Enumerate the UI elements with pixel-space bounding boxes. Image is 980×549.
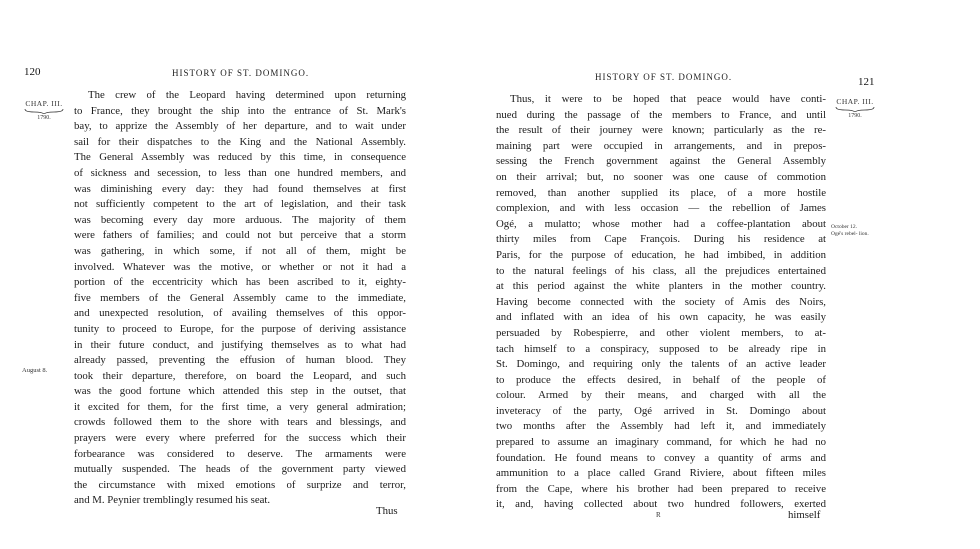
right-margin-chapter	[831, 98, 879, 120]
text-line: tunity to proceed to Europe, for the purpose of deriving assistance	[74, 322, 406, 335]
text-line: St. Domingo, and requiring only the talents of an active leader	[496, 358, 826, 371]
right-running-head: HISTORY OF ST. DOMINGO.	[595, 72, 733, 82]
left-body-text	[74, 88, 406, 509]
right-body-text	[496, 92, 826, 513]
text-line: and unexpected resolution, of availing themselves of this oppor-	[74, 307, 406, 320]
text-line: Paris, for the purpose of education, he had imbibed, in addition	[496, 248, 826, 261]
margin-note-text: Ogé's rebel- lion.	[831, 231, 869, 237]
text-line: from the Cape, where his brother had been prepared to receive	[496, 482, 826, 495]
text-line: crowds followed them to the shore with tears and blessings, and	[74, 416, 406, 429]
text-line: Ogé, a mulatto; whose mother had a coffee-plantation about	[496, 217, 826, 230]
text-line: inveteracy of the party, Ogé arrived in St. Domingo about	[496, 404, 826, 417]
text-line: complexion, and with less occasion — the rebellion of James	[496, 202, 826, 215]
text-line: prepared to assume an imaginary command, for which he had no	[496, 436, 826, 449]
text-line: mutually suspended. The heads of the government party viewed	[74, 463, 406, 476]
text-line: to France, they brought the ship into the entrance of St. Mark's	[74, 104, 406, 117]
left-running-head: HISTORY OF ST. DOMINGO.	[172, 68, 310, 78]
text-line: two months after the Assembly had left it, and immediately	[496, 420, 826, 433]
text-line: already passed, preventing the effusion of human blood. They	[74, 354, 406, 367]
right-chapter-label: CHAP. III.	[836, 97, 874, 106]
right-margin-note	[831, 224, 875, 238]
left-page-number: 120	[24, 66, 41, 78]
text-line: foundation. He found means to convey a quantity of arms and	[496, 451, 826, 464]
right-catchword: himself	[788, 509, 821, 521]
text-line: Having become connected with the society of Amis des Noirs,	[496, 295, 826, 308]
text-line: was the good fortune which attended this step in the outset, that	[74, 385, 406, 398]
text-line: in their future conduct, and justifying themselves as to what had	[74, 338, 406, 351]
text-line: sail for their dispatches to the King and the National Assembly.	[74, 135, 406, 148]
text-line: prayers were every where preferred for the success which their	[74, 432, 406, 445]
text-line: forbearance was considered to deserve. The armaments were	[74, 447, 406, 460]
text-line: involved. Whatever was the motive, or whether or not it had a	[74, 260, 406, 273]
text-line: the result of their journey were known; particularly as the re-	[496, 124, 826, 137]
text-line: Thus, it were to be hoped that peace would have conti-	[510, 93, 826, 105]
right-page-number: 121	[858, 76, 875, 88]
right-page	[480, 0, 980, 549]
text-line: portion of the eccentricity which has been ascribed to it, eighty-	[74, 276, 406, 289]
text-line: The crew of the Leopard having determined upon returning	[88, 89, 406, 101]
text-line: tach himself to a conspiracy, supposed to be already ripe in	[496, 342, 826, 355]
text-line: was becoming every day more arduous. The majority of them	[74, 213, 406, 226]
signature-mark: R	[656, 511, 661, 519]
text-line: of sickness and secession, to less than one hundred members, and	[74, 166, 406, 179]
left-year-label: 1790.	[37, 115, 51, 121]
text-line: it, and, having collected about two hundred followers, exerted	[496, 498, 826, 511]
text-line: and inflated with an idea of his own capacity, he was easily	[496, 311, 826, 324]
text-line: persuaded by Robespierre, and other violent members, to at-	[496, 326, 826, 339]
margin-note-date: October 12.	[831, 224, 857, 230]
text-line: at this period against the white planters in the mother country.	[496, 280, 826, 293]
text-line: ammunition to a place called Grand Riviere, about fifteen miles	[496, 467, 826, 480]
text-line: were fathers of families; and could not but perceive that a storm	[74, 229, 406, 242]
text-line: The General Assembly was reduced by this time, in consequence	[74, 151, 406, 164]
text-line: to produce the effects desired, in behalf of the people of	[496, 373, 826, 386]
text-line: thirty miles from Cape François. During his residence at	[496, 233, 826, 246]
left-chapter-label: CHAP. III.	[25, 99, 63, 108]
text-line: sessing the French government against the General Assembly	[496, 155, 826, 168]
text-line: was gathering, in which some, if not all of them, might be	[74, 244, 406, 257]
text-line: removed, than another supplied its place, of a more hostile	[496, 186, 826, 199]
text-line: colour. Armed by their means, and charged with all the	[496, 389, 826, 402]
text-line: took their departure, therefore, on board the Leopard, and such	[74, 369, 406, 382]
text-line: five members of the General Assembly came to the immediate,	[74, 291, 406, 304]
text-line: maining part were occupied in arrangements, and in prepos-	[496, 139, 826, 152]
text-line: it excited for them, for the first time, a very general admiration;	[74, 400, 406, 413]
text-line: to the natural feelings of his class, all the prejudices entertained	[496, 264, 826, 277]
text-line: bay, to apprize the Assembly of her departure, and to wait under	[74, 120, 406, 133]
text-line: the circumstance with mixed emotions of surprize and terror,	[74, 478, 406, 491]
text-line: on their arrival; but, no sooner was one cause of commotion	[496, 170, 826, 183]
text-line: nued during the passage of the members to France, and until	[496, 108, 826, 121]
left-catchword: Thus	[376, 505, 398, 517]
text-line: not sufficiently competent to the art of legislation, and their task	[74, 198, 406, 211]
text-line: was diminishing every day: they had found themselves at first	[74, 182, 406, 195]
right-year-label: 1790.	[848, 113, 862, 119]
left-margin-date: August 8.	[22, 367, 48, 374]
left-margin-chapter	[20, 100, 68, 122]
left-page	[0, 0, 480, 549]
text-line: and M. Peynier tremblingly resumed his seat.	[74, 494, 271, 507]
